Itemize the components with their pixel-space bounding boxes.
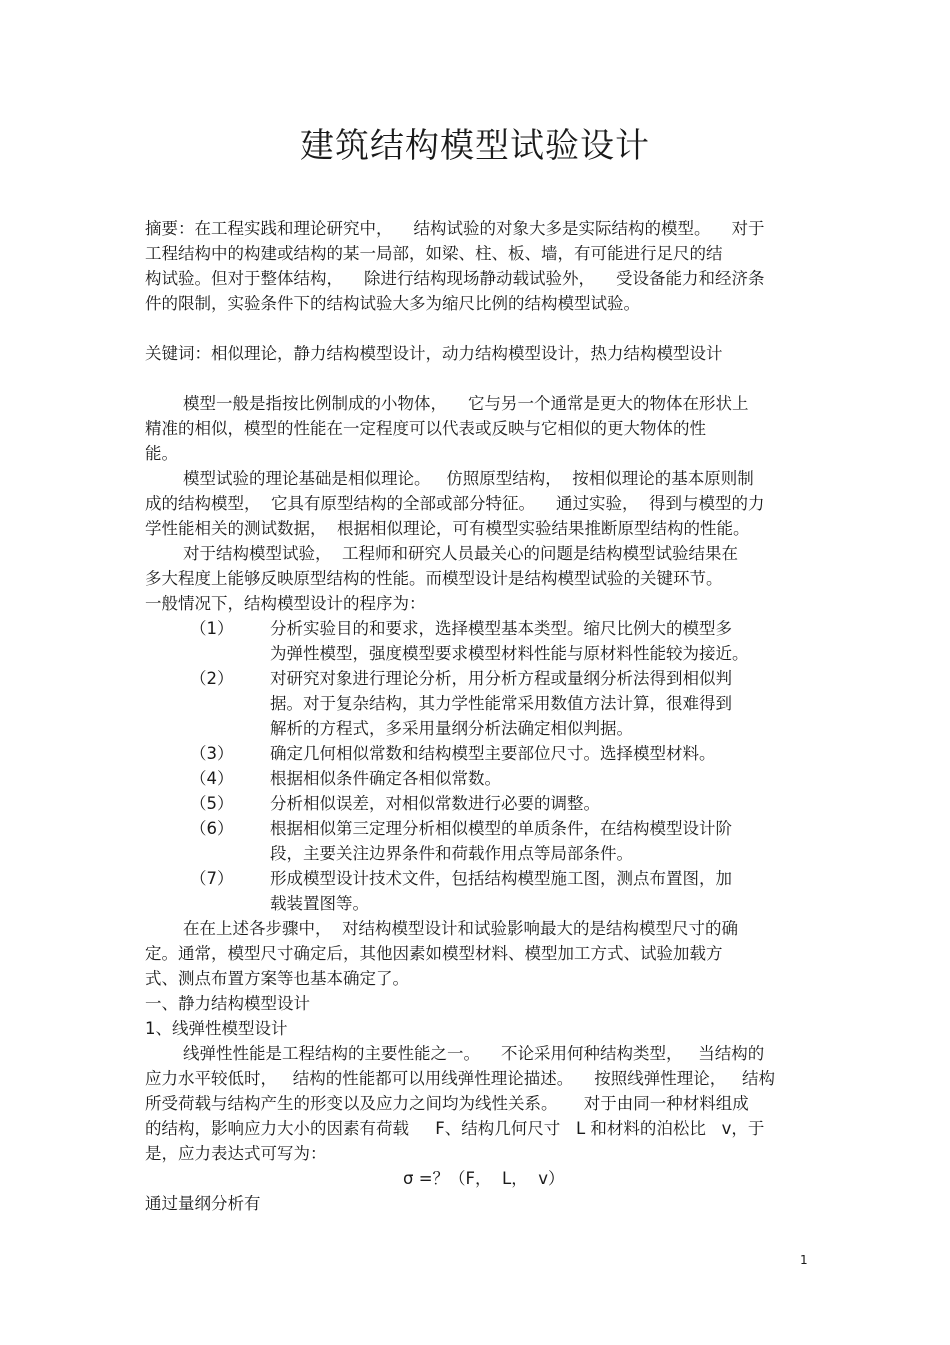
step-text: 形成模型设计技术文件，包括结构模型施工图，测点布置图，加 xyxy=(270,869,732,888)
subsection-heading: 1、线弹性模型设计 xyxy=(145,1019,288,1038)
step-text: 分析实验目的和要求，选择模型基本类型。缩尺比例大的模型多 xyxy=(270,619,732,638)
step-text: 根据相似条件确定各相似常数。 xyxy=(270,769,501,788)
document-title: 建筑结构模型试验设计 xyxy=(300,126,650,166)
paragraph-line: 线弹性性能是工程结构的主要性能之一。 不论采用何种结构类型， 当结构的 xyxy=(183,1044,765,1063)
step-text: 载装置图等。 xyxy=(270,894,369,913)
step-number: （3） xyxy=(190,744,234,763)
abstract-line: 构试验。但对于整体结构， 除进行结构现场静动载试验外， 受设备能力和经济条 xyxy=(145,269,765,288)
step-number: （7） xyxy=(190,869,234,888)
abstract-line: 件的限制，实验条件下的结构试验大多为缩尺比例的结构模型试验。 xyxy=(145,294,640,313)
step-number: （5） xyxy=(190,794,234,813)
step-text: 分析相似误差，对相似常数进行必要的调整。 xyxy=(270,794,600,813)
paragraph-line: 通过量纲分析有 xyxy=(145,1194,261,1213)
paragraph-line: 能。 xyxy=(145,444,178,463)
paragraph-line: 式、测点布置方案等也基本确定了。 xyxy=(145,969,409,988)
page-number: 1 xyxy=(800,1253,808,1267)
step-number: （6） xyxy=(190,819,234,838)
section-heading: 一、静力结构模型设计 xyxy=(145,994,310,1013)
step-text: 确定几何相似常数和结构模型主要部位尺寸。选择模型材料。 xyxy=(270,744,716,763)
step-text: 对研究对象进行理论分析，用分析方程或量纲分析法得到相似判 xyxy=(270,669,732,688)
paragraph-line: 在在上述各步骤中， 对结构模型设计和试验影响最大的是结构模型尺寸的确 xyxy=(183,919,738,938)
step-text: 解析的方程式，多采用量纲分析法确定相似判据。 xyxy=(270,719,633,738)
abstract-line: 摘要：在工程实践和理论研究中， 结构试验的对象大多是实际结构的模型。 对于 xyxy=(145,219,765,238)
paragraph-line: 学性能相关的测试数据， 根据相似理论，可有模型实验结果推断原型结构的性能。 xyxy=(145,519,750,538)
paragraph-line: 定。通常，模型尺寸确定后，其他因素如模型材料、模型加工方式、试验加载方 xyxy=(145,944,723,963)
step-number: （1） xyxy=(190,619,234,638)
step-number: （2） xyxy=(190,669,234,688)
paragraph-line: 是，应力表达式可写为： xyxy=(145,1144,327,1163)
step-number: （4） xyxy=(190,769,234,788)
paragraph-line: 一般情况下，结构模型设计的程序为： xyxy=(145,594,426,613)
step-text: 根据相似第三定理分析相似模型的单质条件，在结构模型设计阶 xyxy=(270,819,732,838)
paragraph-line: 所受荷载与结构产生的形变以及应力之间均为线性关系。 对于由同一种材料组成 xyxy=(145,1094,749,1113)
paragraph-line: 的结构，影响应力大小的因素有荷载 F、结构几何尺寸 L 和材料的泊松比 v，于 xyxy=(145,1119,765,1138)
step-text: 据。对于复杂结构，其力学性能常采用数值方法计算，很难得到 xyxy=(270,694,732,713)
paragraph-line: 应力水平较低时， 结构的性能都可以用线弹性理论描述。 按照线弹性理论， 结构 xyxy=(145,1069,775,1088)
paragraph-line: 模型一般是指按比例制成的小物体， 它与另一个通常是更大的物体在形状上 xyxy=(183,394,749,413)
paragraph-line: 精准的相似，模型的性能在一定程度可以代表或反映与它相似的更大物体的性 xyxy=(145,419,706,438)
paragraph-line: 对于结构模型试验， 工程师和研究人员最关心的问题是结构模型试验结果在 xyxy=(183,544,738,563)
paragraph-line: 成的结构模型， 它具有原型结构的全部或部分特征。 通过实验， 得到与模型的力 xyxy=(145,494,765,513)
paragraph-line: 多大程度上能够反映原型结构的性能。而模型设计是结构模型试验的关键环节。 xyxy=(145,569,723,588)
step-text: 为弹性模型，强度模型要求模型材料性能与原材料性能较为接近。 xyxy=(270,644,749,663)
step-text: 段，主要关注边界条件和荷载作用点等局部条件。 xyxy=(270,844,633,863)
stress-formula: σ =？（F， L， v） xyxy=(403,1169,565,1188)
abstract-line: 工程结构中的构建或结构的某一局部，如梁、柱、板、墙，有可能进行足尺的结 xyxy=(145,244,723,263)
keywords: 关键词：相似理论，静力结构模型设计，动力结构模型设计，热力结构模型设计 xyxy=(145,344,723,363)
paragraph-line: 模型试验的理论基础是相似理论。 仿照原型结构， 按相似理论的基本原则制 xyxy=(183,469,754,488)
